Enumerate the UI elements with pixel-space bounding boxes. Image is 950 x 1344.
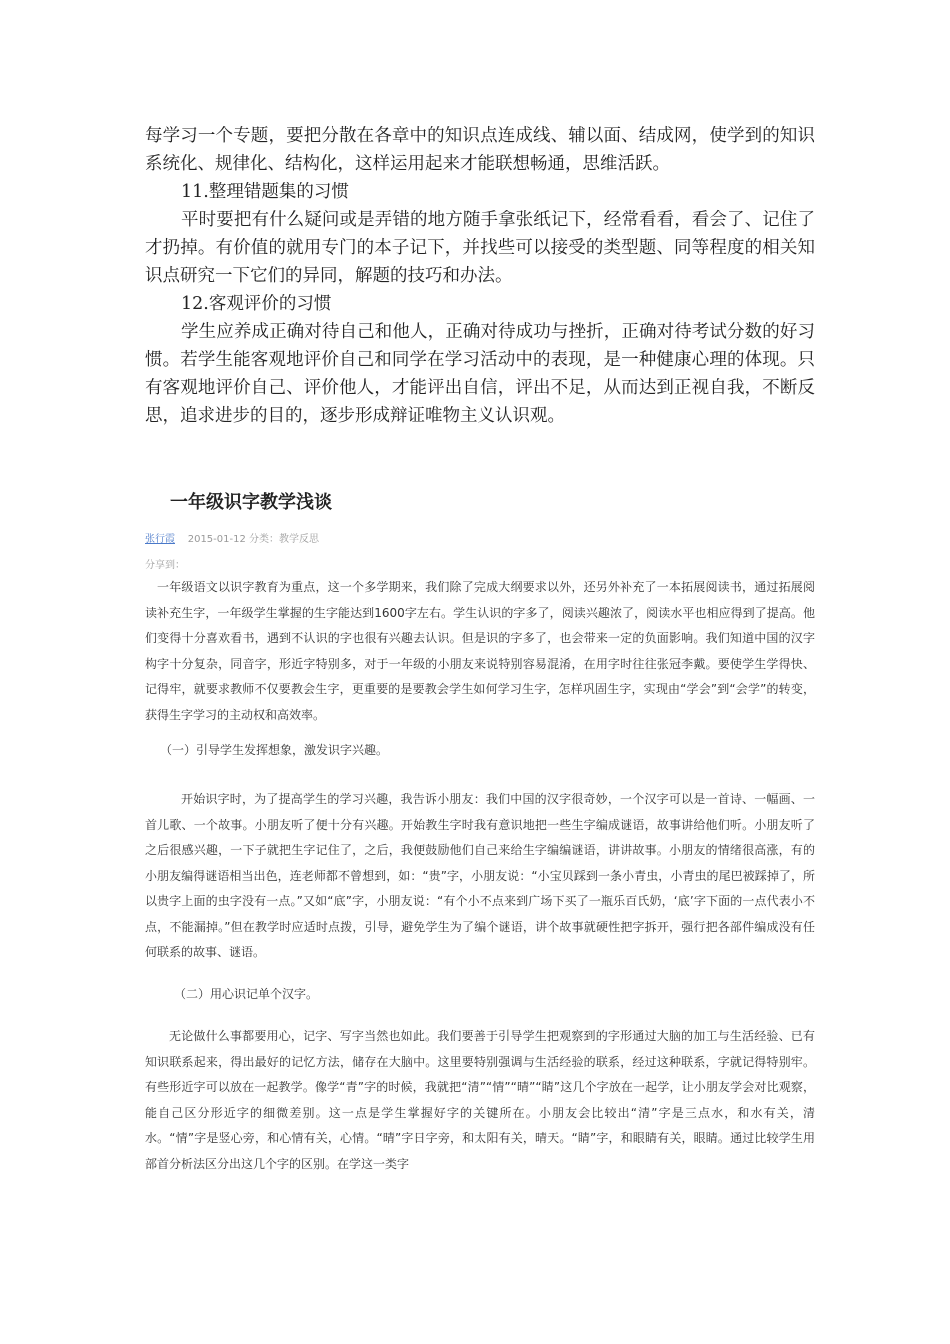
heading-error-collection: 11.整理错题集的习惯 bbox=[181, 182, 349, 202]
author-link[interactable]: 张行霞 bbox=[145, 534, 175, 545]
section-heading-1-text: （一）引导学生发挥想象，激发识字兴趣。 bbox=[160, 743, 389, 757]
paragraph-objective-evaluation: 学生应养成正确对待自己和他人，正确对待成功与挫折，正确对待考试分数的好习惯。若学生能客观地评价自己和同学在学习活动中的表现，是一种健康心理的体现。只有客观地评价自己、评价他人，才能评出自信，评出不足，从而达到正视自我，不断反思，追求进步的目的，逐步形成辩证唯物主义认识观。 bbox=[145, 322, 815, 426]
heading-objective-evaluation: 12.客观评价的习惯 bbox=[181, 294, 332, 314]
section-heading-1 bbox=[160, 738, 830, 764]
paragraph-error-collection: 平时要把有什么疑问或是弄错的地方随手拿张纸记下，经常看看，看会了、记住了才扔掉。有价值的就用专门的本子记下，并找些可以接受的类型题、同等程度的相关知识点研究一下它们的异同，解题的技巧和办法。 bbox=[145, 210, 815, 286]
article-title: 一年级识字教学浅谈 bbox=[170, 492, 332, 513]
category-label: 分类：教学反思 bbox=[249, 534, 320, 545]
section-2-body bbox=[145, 1024, 815, 1177]
article-intro bbox=[145, 575, 815, 728]
intro-paragraph: 一年级语文以识字教育为重点，这一个多学期来，我们除了完成大纲要求以外，还另外补充了一本拓展阅读书，通过拓展阅读补充生字，一年级学生掌握的生字能达到1600字左右。学生认识的字多了，阅读兴趣浓了，阅读水平也相应得到了提高。他们变得十分喜欢看书，遇到不认识的字也很有兴趣去认识。但是识的字多了，也会带来一定的负面影响。我们知道中国的汉字构字十分复杂，同音字，形近字特别多，对于一年级的小朋友来说特别容易混淆，在用字时往往张冠李戴。要使学生学得快、记得牢，就要求教师不仅要教会生字，更重要的是要教会学生如何学习生字，怎样巩固生字，实现由“学会”到“会学”的转变，获得生字学习的主动权和高效率。 bbox=[145, 580, 815, 722]
publish-date: 2015-01-12 bbox=[187, 534, 246, 545]
section-1-paragraph: 开始识字时，为了提高学生的学习兴趣，我告诉小朋友：我们中国的汉字很奇妙，一个汉字可以是一首诗、一幅画、一首儿歌、一个故事。小朋友听了便十分有兴趣。开始教生字时我有意识地把一些生字编成谜语，故事讲给他们听。小朋友听了之后很感兴趣，一下子就把生字记住了，之后，我便鼓励他们自己来给生字编编谜语，讲讲故事。小朋友的情绪很高涨，有的小朋友编得谜语相当出色，连老师都不曾想到，如：“贵”字，小朋友说：“小宝贝踩到一条小青虫，小青虫的尾巴被踩掉了，所以贵字上面的虫字没有一点。”又如“底”字，小朋友说：“有个小不点来到广场下买了一瓶乐百氏奶，‘底’字下面的一点代表小不点，不能漏掉。”但在教学时应适时点拨，引导，避免学生为了编个谜语，讲个故事就硬性把字拆开，强行把各部件编成没有任何联系的故事、谜语。 bbox=[145, 792, 815, 959]
share-label: 分享到： bbox=[145, 560, 185, 571]
previous-article-section bbox=[145, 122, 815, 430]
paragraph-knowledge-network: 每学习一个专题，要把分散在各章中的知识点连成线、辅以面、结成网，使学到的知识系统化、规律化、结构化，这样运用起来才能联想畅通，思维活跃。 bbox=[145, 126, 815, 174]
article-meta bbox=[145, 530, 319, 545]
section-heading-2-text: （二）用心识记单个汉字。 bbox=[174, 987, 319, 1001]
section-heading-2 bbox=[174, 982, 844, 1008]
section-2-paragraph: 无论做什么事都要用心，记字、写字当然也如此。我们要善于引导学生把观察到的字形通过大脑的加工与生活经验、已有知识联系起来，得出最好的记忆方法，储存在大脑中。这里要特别强调与生活经验的联系，经过这种联系，字就记得特别牢。有些形近字可以放在一起教学。像学“青”字的时候，我就把“清”“情”“晴”“睛”这几个字放在一起学，让小朋友学会对比观察，能自己区分形近字的细微差别。这一点是学生掌握好字的关键所在。小朋友会比较出“清”字是三点水，和水有关，清水。“情”字是竖心旁，和心情有关，心情。“晴”字日字旁，和太阳有关，晴天。“睛”字，和眼睛有关，眼睛。通过比较学生用部首分析法区分出这几个字的区别。在学这一类字 bbox=[145, 1029, 815, 1171]
section-1-body bbox=[145, 787, 815, 966]
